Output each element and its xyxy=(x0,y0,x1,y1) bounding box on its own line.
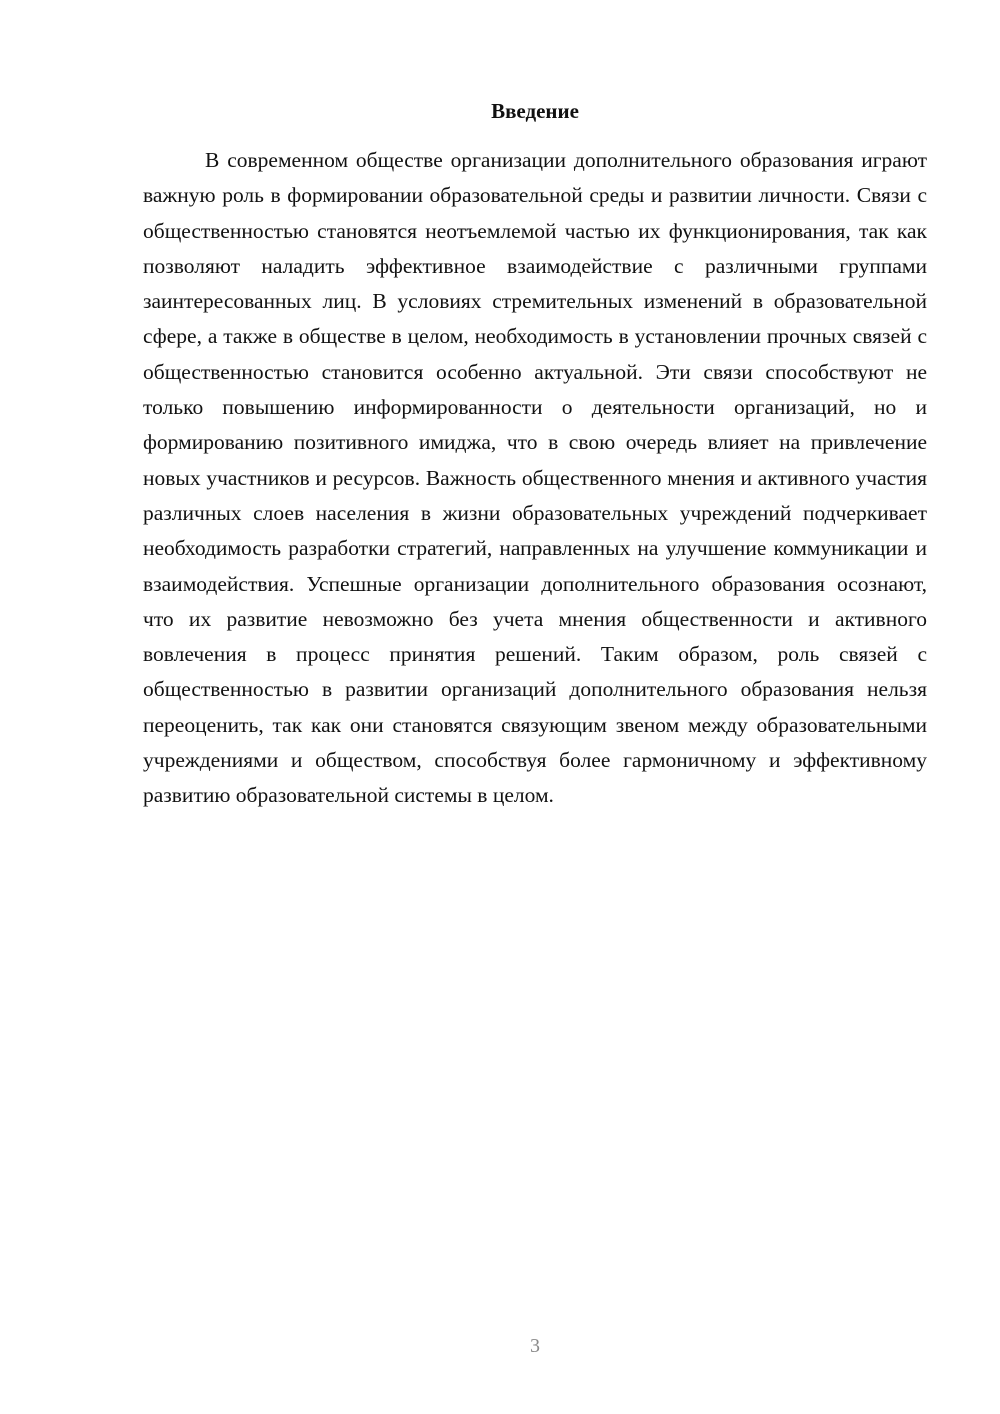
page-number: 3 xyxy=(530,1335,540,1357)
section-heading: Введение xyxy=(491,99,579,123)
body-paragraph: В современном обществе организации дополнительного образования играют важную роль в формировании образовательной среды и развитии личности. Связи с общественностью становятся неотъемлемой частью их функционирования, так как позволяют наладить эффективное взаимодействие с различными группами заинтересованных лиц. В условиях стремительных изменений в образовательной сфере, а также в обществе в целом, необходимость в установлении прочных связей с общественностью становится особенно актуальной. Эти связи способствуют не только повышению информированности о деятельности организаций, но и формированию позитивного имиджа, что в свою очередь влияет на привлечение новых участников и ресурсов. Важность общественного мнения и активного участия различных слоев населения в жизни образовательных учреждений подчеркивает необходимость разработки стратегий, направленных на улучшение коммуникации и взаимодействия. Успешные организации дополнительного образования осознают, что их развитие невозможно без учета мнения общественности и активного вовлечения в процесс принятия решений. Таким образом, роль связей с общественностью в развитии организаций дополнительного образования нельзя переоценить, так как они становятся связующим звеном между образовательными учреждениями и обществом, способствуя более гармоничному и эффективному развитию образовательной системы в целом. xyxy=(143,148,927,808)
